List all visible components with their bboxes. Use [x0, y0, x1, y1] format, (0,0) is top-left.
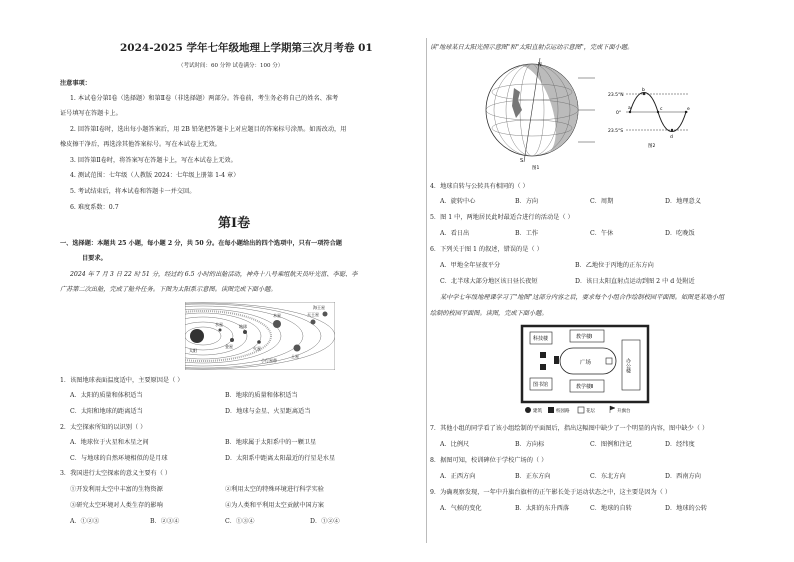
- statement: ②利用太空的特殊环境进行科学实验: [225, 486, 324, 493]
- option[interactable]: B．乙地位于丙地的正东方向: [575, 262, 654, 269]
- lat-23n-label: 23.5°N: [608, 93, 624, 98]
- note-line: 2. 回答第Ⅰ卷时，选出每小题答案后，用 2B 铅笔把答题卡上对应题目的答案标号涂黑。如需改动，用: [70, 126, 347, 133]
- legend-flowerbed: 花坛: [586, 409, 595, 414]
- option[interactable]: C．北半球大部分地区该日昼长夜短: [440, 278, 538, 285]
- notes-heading: 注意事项：: [60, 80, 91, 87]
- option[interactable]: D．地球与金星、火星距离适当: [225, 408, 311, 415]
- option[interactable]: B．正东方向: [515, 473, 551, 480]
- option[interactable]: B．地球属于太阳系中的一颗卫星: [225, 439, 317, 446]
- section-intro: 一、选择题：本题共 25 小题，每小题 2 分，共 50 分。在每小题给出的四个选项中，只有一项符合题: [60, 240, 342, 247]
- option[interactable]: A．①②③: [70, 518, 100, 525]
- point-a-label: a: [628, 106, 631, 111]
- label-library: 图书馆: [533, 382, 549, 388]
- point-e-label: e: [687, 107, 690, 112]
- question-6: 6．下列关于图 1 的叙述，错误的是（ ）: [430, 246, 543, 253]
- label-saturn: 土星: [291, 354, 299, 359]
- option[interactable]: B．地球的质量和体积适当: [225, 392, 298, 399]
- option[interactable]: C．午休: [590, 230, 614, 237]
- note-line: 证号填写在答题卡上。: [60, 110, 122, 117]
- legend-flag-platform: 升旗台: [617, 409, 631, 414]
- question-9: 9．为确观察发现，一年中升旗台旗杆的正午影长处于运动状态之中，这主要是因为（ ）: [430, 489, 672, 496]
- passage: 2024 年 7 月 3 日 22 时 51 分，经过约 6.5 小时的出舱活动，神舟十八号乘组航天员叶光富、李聪、李: [70, 271, 358, 278]
- exam-meta: （考试时间：60 分钟 试卷满分：100 分）: [178, 63, 284, 69]
- statement: ①开发利用太空中丰富的生物资源: [70, 486, 163, 493]
- option[interactable]: B．方向: [515, 198, 539, 205]
- option[interactable]: D．西南方向: [665, 473, 701, 480]
- legend-road: 校园路: [556, 409, 570, 414]
- option[interactable]: A．看日出: [440, 230, 470, 237]
- subsolar-point-diagram: [608, 80, 693, 150]
- sun-mark: [190, 329, 204, 343]
- legend-building: 建筑: [533, 409, 542, 414]
- label-office-building: 办公楼: [625, 358, 631, 373]
- section-title: 第Ⅰ卷: [218, 216, 251, 231]
- note-line: 5. 考试结束后，将本试卷和答题卡一并交回。: [70, 188, 196, 195]
- option[interactable]: A．地球位于火星和木星之间: [70, 439, 149, 446]
- label-earth: 地球: [239, 324, 247, 329]
- passage: 某中学七年级地理课学习了"地图"这部分内容之后，要求每个小组合作绘制校园平面图。如图是某地小组: [440, 294, 725, 301]
- label-teaching-building-2: 教学楼Ⅱ: [576, 384, 594, 390]
- option[interactable]: D．①②④: [310, 518, 340, 525]
- option[interactable]: D．地理意义: [665, 198, 701, 205]
- option[interactable]: C．①③④: [225, 518, 255, 525]
- label-jupiter: 木星: [273, 313, 281, 318]
- note-line: 1. 本试卷分第Ⅰ卷（选择题）和第Ⅱ卷（非选择题）两部分。答卷前，考生务必将自己的姓名、准考: [70, 95, 339, 102]
- option[interactable]: A．气候的变化: [440, 505, 482, 512]
- option[interactable]: C．图例和注记: [590, 441, 632, 448]
- label-sun: 太阳: [189, 348, 197, 353]
- label-venus: 金星: [225, 344, 233, 349]
- question-7: 7．其他小组的同学看了该小组绘制的平面图后，指出这幅图中缺少了一个明显的内容，图中缺少（ ）: [430, 425, 709, 432]
- option[interactable]: C．太阳和地球的距离适当: [70, 408, 143, 415]
- figure-1-label: 图1: [532, 166, 540, 170]
- statement: ③研究太空环境对人类生存的影响: [70, 502, 163, 509]
- option[interactable]: B．方向标: [515, 441, 545, 448]
- note-line: 3. 回答第Ⅱ卷时，将答案写在答题卡上，写在本试卷上无效。: [70, 157, 237, 164]
- passage: 读"地球某日太阳光照示意图"和"太阳直射点运动示意图"，完成下面小题。: [430, 44, 634, 51]
- question-2: 2．太空探索所知的以识别（ ）: [60, 424, 147, 431]
- option[interactable]: C．地球的自转: [590, 505, 632, 512]
- statement: ④为人类和平利用太空贡献中国方案: [225, 502, 324, 509]
- passage: 广苏第二次出舱，完成了舱外任务。下图为太阳系示意图。读图完成下面小题。: [60, 286, 277, 293]
- note-line: 6. 难度系数：0.7: [70, 204, 119, 211]
- point-d-label: d: [670, 135, 673, 140]
- section-intro: 目要求。: [82, 255, 107, 262]
- question-1: 1．该图地球表面温度适中，主要原因是（ ）: [60, 377, 184, 384]
- equator-label: 0°: [616, 111, 622, 116]
- north-label: N: [538, 62, 542, 68]
- label-uranus: 天王星: [307, 312, 319, 317]
- point-c-label: c: [660, 107, 663, 112]
- option[interactable]: A．太阳的质量和体积适当: [70, 392, 143, 399]
- option[interactable]: A．正西方向: [440, 473, 476, 480]
- column-divider: [426, 38, 427, 543]
- option[interactable]: B．太阳的东升西落: [515, 505, 570, 512]
- note-line: 4. 测试范围：七年级（人教版 2024：七年级上册第 1-4 章）: [70, 172, 240, 179]
- label-neptune: 海王星: [313, 305, 325, 310]
- passage: 绘制的校园平面图。读图，完成下面小题。: [430, 310, 548, 317]
- globe-illumination-diagram: [480, 58, 595, 170]
- question-3: 3．我国进行太空探索的意义主要有（ ）: [60, 470, 172, 477]
- label-teaching-building-1: 教学楼Ⅰ: [576, 334, 593, 340]
- solar-system-diagram: [185, 302, 335, 370]
- label-square: 广场: [580, 360, 592, 366]
- point-b-label: b: [642, 88, 645, 93]
- option[interactable]: B．②③④: [150, 518, 180, 525]
- label-mercury: 水星: [215, 322, 223, 327]
- option[interactable]: D．经纬度: [665, 441, 695, 448]
- label-tech-building: 科技楼: [533, 336, 549, 342]
- option[interactable]: C．周期: [590, 198, 614, 205]
- option[interactable]: D．太阳系中距离太阳最近的行星是水星: [225, 455, 336, 462]
- option[interactable]: D．吃晚饭: [665, 230, 695, 237]
- option[interactable]: C．东北方向: [590, 473, 626, 480]
- option[interactable]: C．与地球的自然环境相似的是月球: [70, 455, 168, 462]
- question-4: 4．地球自转与公转具有相同的（ ）: [430, 183, 529, 190]
- option[interactable]: D．该日太阳直射点运动到图 2 中 d 处附近: [575, 278, 695, 285]
- option[interactable]: A．甲地全年昼夜平分: [440, 262, 501, 269]
- option[interactable]: A．比例尺: [440, 441, 470, 448]
- option[interactable]: B．工作: [515, 230, 539, 237]
- note-line: 橡皮擦干净后，再选涂其他答案标号。写在本试卷上无效。: [60, 141, 221, 148]
- question-5: 5．图 1 中，两地居民此时最适合进行的活动是（ ）: [430, 214, 574, 221]
- page-title: 2024-2025 学年七年级地理上学期第三次月考卷 01: [120, 42, 373, 54]
- campus-map: [520, 322, 650, 418]
- option[interactable]: D．地球的公转: [665, 505, 708, 512]
- option[interactable]: A．旋转中心: [440, 198, 476, 205]
- label-mars: 火星: [253, 346, 261, 351]
- lat-23s-label: 23.5°S: [608, 129, 624, 134]
- south-label: S: [520, 158, 524, 164]
- label-asteroid-belt: 小行星带: [261, 358, 277, 363]
- figure-2-label: 图2: [648, 144, 656, 149]
- question-8: 8．据图可知，校训碑位于学校广场的（ ）: [430, 457, 548, 464]
